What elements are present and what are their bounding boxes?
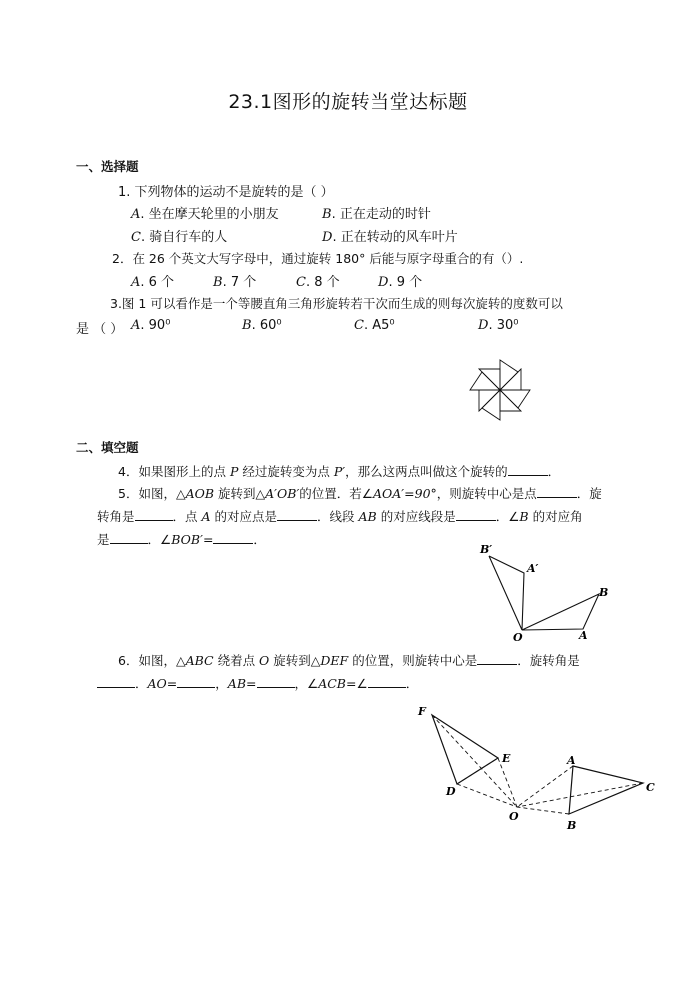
q2-option-a: A. 6 个 <box>131 275 175 290</box>
section-heading-choice: 一、选择题 <box>76 159 139 174</box>
q1-option-b: B. 正在走动的时针 <box>322 207 431 222</box>
q6-center-blank <box>477 652 517 665</box>
q3-option-c: C. A5⁰ <box>354 318 395 333</box>
q6-line1: 6．如图，△ABC 绕着点 O 旋转到△DEF 的位置，则旋转中心是 ．旋转角是 <box>118 653 580 668</box>
q1-option-a: A. 坐在摩天轮里的小朋友 <box>131 207 279 222</box>
pinwheel-figure <box>462 352 538 428</box>
q3-stem-line2: 是 （ ） <box>76 322 124 337</box>
label-A: A <box>567 754 576 767</box>
label-O: O <box>513 631 523 644</box>
q4-text: 4．如果图形上的点 P 经过旋转变为点 P′，那么这两点叫做这个旋转的 ． <box>118 464 561 479</box>
pinwheel-blade <box>479 390 500 411</box>
q5-line2: 转角是 ．点 A 的对应点是 ．线段 AB 的对应线段是 ．∠B 的对应角 <box>97 509 583 524</box>
pinwheel-blade <box>500 369 521 390</box>
q2-stem: 2．在 26 个英文大写字母中，通过旋转 180° 后能与原字母重合的有（）. <box>112 251 524 266</box>
q3-option-a: A. 90⁰ <box>131 318 171 333</box>
dashed-OC <box>517 783 643 807</box>
q3-option-b: B. 60⁰ <box>242 318 282 333</box>
q5-center-blank <box>537 485 577 498</box>
q2-option-c: C. 8 个 <box>296 275 340 290</box>
q1-option-c: C. 骑自行车的人 <box>131 230 228 245</box>
q3-stem: 3.图 1 可以看作是一个等腰直角三角形旋转若干次而生成的则每次旋转的度数可以 <box>110 296 563 311</box>
q5-point-blank <box>277 508 317 521</box>
q5-line1: 5．如图，△AOB 旋转到△A′OB′的位置．若∠AOA′=90°，则旋转中心是点 ．旋 <box>118 486 602 501</box>
q5-angle-blank <box>135 508 173 521</box>
pinwheel-blade <box>500 390 521 411</box>
q6-line2: ．AO= ，AB= ，∠ACB=∠ ． <box>97 674 418 692</box>
q6-AB-blank <box>257 675 295 688</box>
q5-segment-blank <box>456 508 496 521</box>
section-heading-fill: 二、填空题 <box>76 440 139 455</box>
label-C: C <box>646 781 655 794</box>
q6-AO-blank <box>177 675 215 688</box>
q6-ACB-blank <box>368 675 406 688</box>
q5-corr-angle-blank <box>110 531 148 544</box>
q5-measure-blank <box>213 531 253 544</box>
q3-option-d: D. 30⁰ <box>478 318 519 333</box>
q1-option-d: D. 正在转动的风车叶片 <box>322 230 458 245</box>
label-B: B <box>599 586 609 599</box>
q2-option-b: B. 7 个 <box>213 275 257 290</box>
q1-stem: 1. 下列物体的运动不是旋转的是（ ） <box>118 185 334 200</box>
q5-line3: 是 ．∠BOB′= ． <box>97 532 266 547</box>
label-A-prime: A′ <box>527 562 539 575</box>
dashed-OA <box>517 766 573 807</box>
dashed-OD <box>457 784 517 807</box>
q6-rotation-figure <box>410 700 660 840</box>
label-E: E <box>502 752 511 765</box>
q5-rotation-figure <box>475 540 615 650</box>
triangle-AOB <box>522 594 599 630</box>
q2-option-d: D. 9 个 <box>378 275 423 290</box>
label-F: F <box>418 705 426 718</box>
page-title: 23.1图形的旋转当堂达标题 <box>228 91 468 113</box>
q4-answer-blank <box>508 463 548 476</box>
dashed-OB <box>517 807 569 814</box>
label-A: A <box>579 629 588 642</box>
label-B: B <box>567 819 577 832</box>
q6-angle-blank <box>97 675 135 688</box>
label-B-prime: B′ <box>480 543 493 556</box>
pinwheel-blade <box>479 369 500 390</box>
label-O: O <box>509 810 519 823</box>
label-D: D <box>446 785 456 798</box>
triangle-AOB-prime <box>489 556 524 630</box>
dashed-OE <box>498 758 517 807</box>
